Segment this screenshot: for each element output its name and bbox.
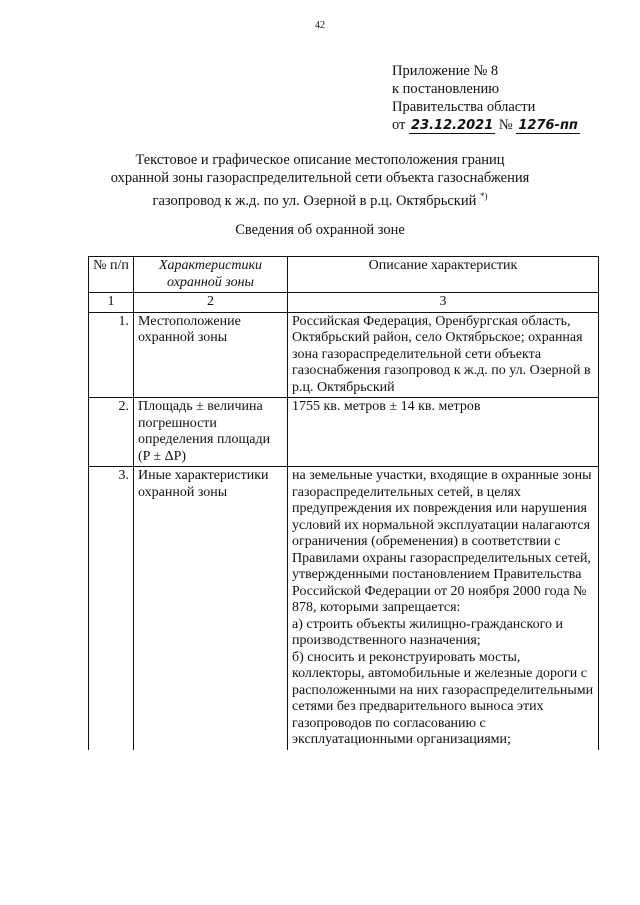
row-3-number: 3. <box>89 467 134 750</box>
table-row <box>89 398 599 467</box>
zone-info-table <box>88 256 599 750</box>
header-description: Описание характеристик <box>288 257 599 293</box>
row-1-name: Местоположение охранной зоны <box>134 312 288 398</box>
table-header-row <box>89 257 599 293</box>
column-number-row <box>89 293 599 313</box>
number-prefix: № <box>498 117 513 133</box>
appendix-line-2: к постановлению <box>392 81 500 97</box>
appendix-line-1: Приложение № 8 <box>392 63 499 79</box>
row-3-name: Иные характеристики охранной зоны <box>134 467 288 750</box>
title-line-2: охранной зоны газораспределительной сети объекта газоснабжения <box>110 170 530 186</box>
row-3-item-b: б) сносить и реконструировать мосты, коллекторы, автомобильные и железные дороги с расположенными на них газораспределительными сетями без предварительного выноса этих газопроводов по согласованию с эксплуатационными организациями; <box>292 649 594 747</box>
column-number-3: 3 <box>288 293 599 313</box>
handwritten-date: 23.12.2021 <box>411 118 494 133</box>
handwritten-number: 1276-пп <box>518 118 578 133</box>
date-prefix: от <box>392 117 406 133</box>
row-3-item-a: а) строить объекты жилищно-гражданского и производственного назначения; <box>292 616 563 648</box>
row-2-name: Площадь ± величина погрешности определения площади (P ± ΔP) <box>134 398 288 467</box>
table-row <box>89 312 599 398</box>
header-characteristics: Характеристики охранной зоны <box>134 257 288 293</box>
title-line-3 <box>0 187 640 210</box>
row-3-description-text: на земельные участки, входящие в охранные зоны газораспределительных сетей, в целях предупреждения их повреждения или нарушения условий их нормальной эксплуатации налагаются ограничения (обременения) в соответствии с Правилами охраны газораспределительных сетей, утвержденными постановлением Правительства Российской Федерации от 20 ноября 2000 года № 878, которыми запрещается: <box>292 468 592 615</box>
appendix-block <box>392 62 580 135</box>
column-number-2: 2 <box>134 293 288 313</box>
title-line-3-text: газопровод к ж.д. по ул. Озерной в р.ц. Октябрьский <box>152 192 477 209</box>
page-number: 42 <box>315 20 325 31</box>
appendix-line-3: Правительства области <box>392 99 536 115</box>
column-number-1: 1 <box>89 293 134 313</box>
section-subtitle: Сведения об охранной зоне <box>235 222 405 238</box>
title-footnote-mark: *) <box>479 191 488 201</box>
appendix-date-line <box>392 116 580 135</box>
table-row <box>89 467 599 750</box>
row-1-description: Российская Федерация, Оренбургская область, Октябрьский район, село Октябрьское; охранная зона газораспределительной сети объекта газоснабжения газопровод к ж.д. по ул. Озерной в р.ц. Октябрьский <box>288 312 599 398</box>
row-2-description: 1755 кв. метров ± 14 кв. метров <box>288 398 599 467</box>
document-title <box>0 151 640 210</box>
header-number: № п/п <box>89 257 134 293</box>
row-3-description <box>288 467 599 750</box>
title-line-1: Текстовое и графическое описание местоположения границ <box>135 152 505 168</box>
row-1-number: 1. <box>89 312 134 398</box>
row-2-number: 2. <box>89 398 134 467</box>
